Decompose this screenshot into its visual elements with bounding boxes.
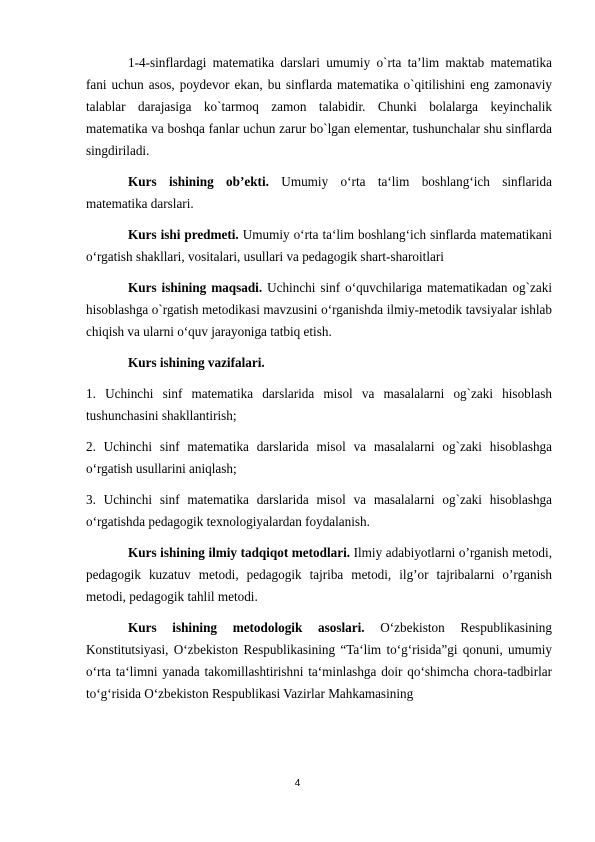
- goal-paragraph: [86, 277, 552, 343]
- object-label: Kurs ishining ob’ekti.: [128, 174, 269, 189]
- task-item-2: 2. Uchinchi sinf matematika darslarida misol va masalalarni og`zaki hisoblashga o‘rgatish usullarini aniqlash;: [86, 439, 552, 476]
- task-item-1: 1. Uchinchi sinf matematika darslarida misol va masalalarni og`zaki hisoblash tushunchasini shakllantirish;: [86, 386, 552, 423]
- task-item-3: 3. Uchinchi sinf matematika darslarida misol va masalalarni og`zaki hisoblashga o‘rgatishda pedagogik texnologiyalardan foydalanish.: [86, 492, 552, 529]
- subject-text: Umumiy o‘rta ta‘lim boshlang‘ich sinflarda matematikani o‘rgatish shakllari, vositalari, usullari va pedagogik shart-sharoitlari: [86, 227, 552, 264]
- subject-label: Kurs ishi predmeti.: [128, 227, 239, 242]
- methods-text: Ilmiy adabiyotlarni o’rganish metodi, pedagogik kuzatuv metodi, pedagogik tajriba metodi, ilg’or tajribalarni o’rganish metodi, pedagogik tahlil metodi.: [86, 545, 552, 604]
- object-text: Umumiy o‘rta ta‘lim boshlang‘ich sinflarida matematika darslari.: [86, 174, 552, 211]
- methodology-text: O‘zbekiston Respublikasining Konstitutsiyasi, O‘zbekiston Respublikasining “Ta‘lim to‘g‘risida”gi qonuni, umumiy o‘rta ta‘limni yanada takomillashtirishni ta‘minlashga doir qo‘shimcha chora-tadbirlar to‘g‘risida O‘zbekiston Respublikasi Vazirlar Mahkamasining: [86, 620, 552, 701]
- goal-text: Uchinchi sinf o‘quvchilariga matematikadan og`zaki hisoblashga o`rgatish metodikasi mavzusini o‘rganishda ilmiy-metodik tavsiyalar ishlab chiqish va ularni o‘quv jarayoniga tatbiq etish.: [86, 280, 552, 339]
- goal-label: Kurs ishining maqsadi.: [128, 280, 263, 295]
- object-paragraph: [86, 171, 552, 215]
- tasks-heading: Kurs ishining vazifalari.: [128, 355, 265, 370]
- methods-paragraph: [86, 542, 552, 608]
- document-page: [86, 52, 552, 714]
- methods-label: Kurs ishining ilmiy tadqiqot metodlari.: [128, 545, 351, 560]
- subject-paragraph: [86, 224, 552, 268]
- intro-paragraph: 1-4-sinflardagi matematika darslari umumiy o`rta ta’lim maktab matematika fani uchun asos, poydevor ekan, bu sinflarda matematika o`qitilishini eng zamonaviy talablar darajasiga ko`tarmoq zamon talabidir. Chunki bolalarga keyinchalik matematika va boshqa fanlar uchun zarur bo`lgan elementar, tushunchalar shu sinflarda singdiriladi.: [86, 55, 552, 158]
- tasks-heading-paragraph: [86, 352, 552, 374]
- page-number: 4: [294, 778, 301, 789]
- methodology-label: Kurs ishining metodologik asoslari.: [128, 620, 365, 635]
- methodology-paragraph: [86, 617, 552, 705]
